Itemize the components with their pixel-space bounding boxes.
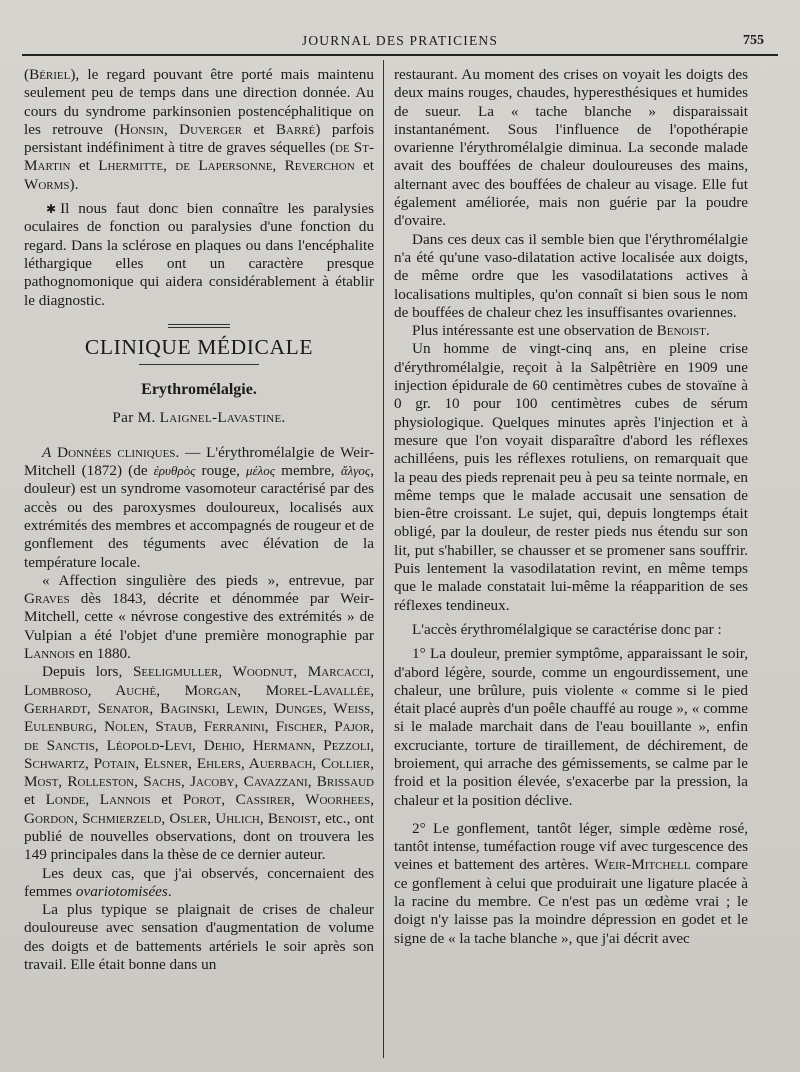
running-title: JOURNAL DES PRATICIENS — [301, 33, 499, 48]
left-column — [24, 66, 374, 1062]
article-title: Erythromélalgie. — [141, 381, 257, 399]
paragraph: A Données cliniques. — L'érythromélalgie de Weir-Mitchell (1872) (de ἐρυθρὸς rouge, μέλος membre, ἄλγος, douleur) est un syndrome vasomoteur caractérisé par des accès ou des paroxysmes douloureux, localisés aux extrémités des membres et accompagnés de rougeur et de gonflement des téguments avec élévation de la température locale. — [24, 443, 374, 571]
paragraph: Les deux cas, que j'ai observés, concernaient des femmes ovariotomisées. — [24, 864, 374, 900]
paragraph: restaurant. Au moment des crises on voyait les doigts des deux mains rouges, chaudes, hyperesthésiques et humides de sueur. La « tache blanche » disparaissait instantanément. Sous l'influence de l'opothérapie ovarienne l'érythromélalgie diminua. La seconde malade avait des bouffées de chaleur douloureuses des mains, alternant avec des bouffées de chaleur au visage. Elle fut également améliorée, mais non guérie par la poudre d'ovaire. — [394, 66, 748, 230]
byline: Par M. Laignel-Lavastine. — [112, 409, 286, 427]
paragraph: 2° Le gonflement, tantôt léger, simple œdème rosé, tantôt intense, tuméfaction rouge vif avec turgescence des veines et battement des artères. Weir-Mitchell compare ce gonflement à celui que produirait une ligature placée à la racine du membre. Ce n'est pas un œdème vrai ; le doigt n'y laisse pas la moindre dépression en godet et le signe de « la tache blanche », que j'ai décrit avec — [394, 819, 748, 947]
asterisk-mark: ✱ — [46, 202, 57, 217]
paragraph: Depuis lors, Seeligmuller, Woodnut, Marcacci, Lombroso, Auché, Morgan, Morel-Lavallée, Gerhardt, Senator, Baginski, Lewin, Dunges, Weiss, Eulenburg, Nolen, Staub, Ferranini, Fischer, Pajor, de Sanctis, Léopold-Levi, Dehio, Hermann, Pezzoli, Schwartz, Potain, Elsner, Ehlers, Auerbach, Collier, Most, Rolleston, Sachs, Jacoby, Cavazzani, Brissaud et Londe, Lannois et Porot, Cassirer, Woorhees, Gordon, Schmierzeld, Osler, Uhlich, Benoist, etc., ont publié de nouvelles observations, dont on trouvera les 149 principales dans la thèse de ce dernier auteur. — [24, 663, 374, 864]
paragraph: (Bériel), le regard pouvant être porté mais maintenu seulement peu de temps dans une direction donnée. Au cours du syndrome parkinsonien postencéphalitique on les retrouve (Honsin, Duverger et Barré) parfois persistant indéfiniment à titre de graves séquelles (de St-Martin et Lhermitte, de Lapersonne, Reverchon et Worms). — [24, 66, 375, 193]
column-separator — [383, 60, 384, 1058]
paragraph: 1° La douleur, premier symptôme, apparaissant le soir, d'abord légère, sourde, comme un engourdissement, une chaleur, une brûlure, puis violente « comme si le pied était placé auprès d'un poêle chauffé au rouge », « comme si le malade marchait dans de l'eau bouillante », enfin excruciante, torture de tiraillement, de déchirement, de broiement, qui arrache des gémissements, se calme par le froid et la position élevée, s'exacerbe par la pression, la chaleur et la position déclive. — [394, 645, 748, 809]
header-rule — [22, 54, 778, 56]
paragraph: Un homme de vingt-cinq ans, en pleine crise d'érythromélalgie, reçoit à la Salpêtrière en 1909 une injection épidurale de 60 centimètres cubes de stovaïne à 0 gr. 10 pour 100 centimètres cubes de sérum physiologique. Quelques minutes après l'injection et à mesure que l'on voyait disparaître d'abord les réflexes achilléens, puis les réflexes rotuliens, on remarquait que la peau des pieds reprenait peu à peu sa teinte normale, en même temps que le malade accusait une sensation de bien-être croissant. Le sujet, qui, depuis longtemps était obligé, par la douleur, de rester pieds nus étendu sur son lit, put s'habiller, se chausser et se promener sans souffrir. Puis lentement la vasodilatation revint, en même temps que le malade constatait lui-même la réapparition de ses réflexes tendineux. — [394, 340, 748, 614]
section-title-rule — [24, 364, 374, 365]
section-title: CLINIQUE MÉDICALE — [84, 334, 314, 359]
author-name: Benoist — [656, 322, 706, 340]
page-header — [22, 28, 778, 54]
paragraph: La plus typique se plaignait de crises de chaleur douloureuse avec sensation d'augmentation de volume des doigts et de battements artériels le soir après son travail. Elle était bonne dans un — [24, 901, 374, 974]
section-divider — [24, 324, 374, 328]
paragraph: L'accès érythromélalgique se caractérise donc par : — [412, 620, 722, 638]
paragraph: Plus intéressante est une observation de Benoist. — [412, 322, 710, 340]
paragraph: « Affection singulière des pieds », entrevue, par Graves dès 1843, décrite et dénommée par Weir-Mitchell, cette « névrose congestive des extrémités » de Vulpian a été l'objet d'une première monographie par Lannois en 1880. — [24, 571, 374, 663]
author-name: Laignel-Lavastine — [159, 409, 282, 427]
right-column — [394, 66, 748, 1062]
paragraph: Dans ces deux cas il semble bien que l'érythromélalgie n'a été qu'une vaso-dilatation active localisée aux doigts, de même ordre que les vasodilatations actives à localisations multiples, qu'on connaît si bien sous le nom de bouffées de chaleur chez les insuffisantes ovariennes. — [394, 230, 748, 321]
page-number: 755 — [743, 33, 764, 48]
paragraph: ✱ Il nous faut donc bien connaître les paralysies oculaires de fonction ou paralysies d'une fonction du regard. Dans la sclérose en plaques ou dans l'encéphalite léthargique elles ont un caractère presque pathognomonique qui aidera considérablement à établir le diagnostic. — [24, 200, 374, 309]
